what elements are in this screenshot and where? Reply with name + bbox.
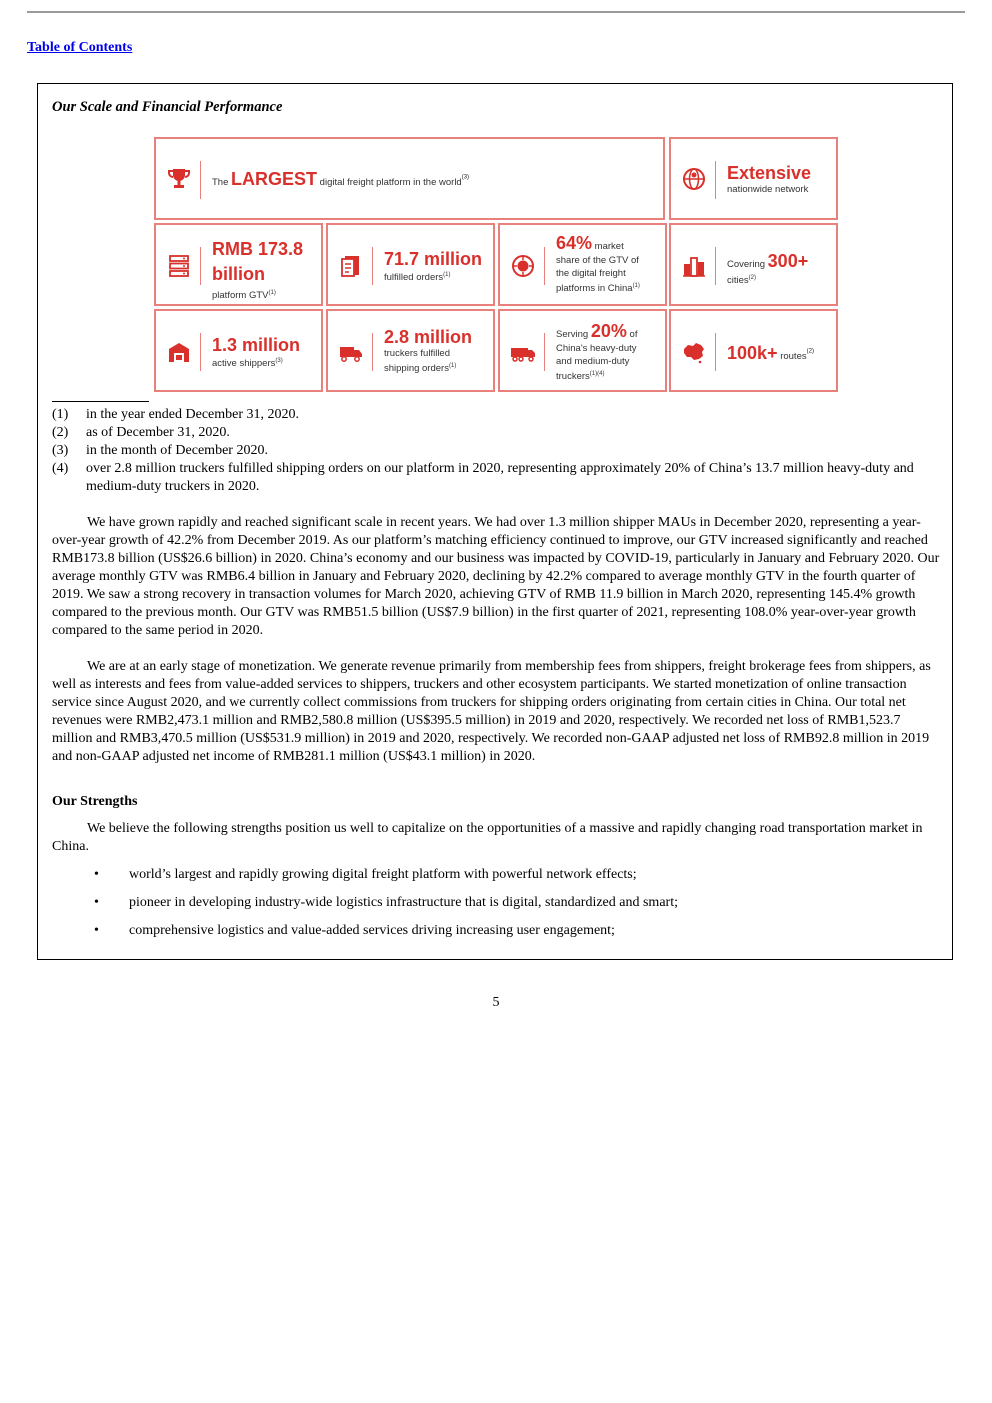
tile-shippers xyxy=(154,309,323,392)
content-frame xyxy=(37,83,953,960)
largest-sup: (3) xyxy=(461,174,470,181)
serving-line3: truckers xyxy=(556,371,590,383)
page-number: 5 xyxy=(492,995,500,1010)
orders-value: 71.7 million xyxy=(384,249,483,269)
orders-sup: (1) xyxy=(443,272,451,278)
bullet-dot: • xyxy=(94,867,99,882)
shipper-warehouse-icon xyxy=(166,339,192,365)
footnote-number: (3) xyxy=(52,443,69,458)
bullet-text: pioneer in developing industry-wide logistics infrastructure that is digital, standardized and smart; xyxy=(129,895,678,910)
truckers-value: 2.8 million xyxy=(384,327,473,347)
routes-sup: (2) xyxy=(806,348,814,355)
tile-orders xyxy=(326,223,495,306)
largest-pre: The xyxy=(212,177,232,188)
shippers-sup: (3) xyxy=(275,358,283,364)
truckers-sup: (1) xyxy=(448,363,457,369)
share-sup: (1) xyxy=(632,283,640,289)
footnote-text: as of December 31, 2020. xyxy=(86,425,230,440)
shippers-sub: active shippers xyxy=(212,358,276,370)
tile-routes xyxy=(669,309,838,392)
shippers-value: 1.3 million xyxy=(212,335,301,355)
bullet-text: comprehensive logistics and value-added services driving increasing user engagement; xyxy=(129,923,615,938)
bullet-text: world’s largest and rapidly growing digital freight platform with powerful network effects; xyxy=(129,867,637,882)
share-tail: market xyxy=(592,241,624,252)
cities-sup: (2) xyxy=(748,275,756,281)
gtv-value-line2: billion xyxy=(212,264,265,284)
tile-serving xyxy=(498,309,667,392)
tile-market-share xyxy=(498,223,667,306)
footnote-number: (2) xyxy=(52,425,69,440)
extensive-value: Extensive xyxy=(727,163,812,183)
cities-pre: Covering xyxy=(727,259,768,270)
truck-icon xyxy=(338,339,364,365)
china-map-icon xyxy=(681,339,707,365)
serving-line1: China's heavy-duty xyxy=(556,343,637,354)
serving-line2: and medium-duty xyxy=(556,356,630,367)
paragraph-monetization: We are at an early stage of monetization. We generate revenue primarily from membership fees from shippers, freight brokerage fees from shippers, as well as interests and fees from value-added services to shippers, truckers and other ecosystem participants. We started monetization of online transaction service since August 2020, and we currently collect commissions from truckers for shipping orders originating from certain cities in China. Our total net revenues were RMB2,473.1 million and RMB2,580.8 million (US$395.5 million) in 2019 and 2020, respectively. We recorded net loss of RMB1,523.7 million and RMB3,470.5 million (US$531.9 million) in 2019 and 2020, respectively. We recorded non-GAAP adjusted net loss of RMB92.8 million in 2019 and non-GAAP adjusted net income of RMB281.1 million (US$43.1 million) in 2020. xyxy=(52,659,931,764)
paragraph-scale: We have grown rapidly and reached significant scale in recent years. We had over 1.3 million shipper MAUs in December 2020, representing a year-over-year growth of 42.2% from December 2019. As our platform’s matching efficiency continued to improve, our GTV increased significantly and reached RMB173.8 billion (US$26.6 billion) in 2020. China’s economy and our business was impacted by COVID-19, particularly in January and February 2020. Our average monthly GTV was RMB6.4 billion in January and February 2020, declining by 42.2% compared to average monthly GTV in the fourth quarter of 2019. We saw a strong recovery in transaction volumes for March 2020, achieving GTV of RMB 11.9 billion in March 2020, representing 145.4% growth compared to the previous month. Our GTV was RMB51.5 billion (US$7.9 billion) in the first quarter of 2021, representing 108.0% year-over-year growth compared to the same period in 2020. xyxy=(52,515,940,638)
table-of-contents-link[interactable]: Table of Contents xyxy=(27,40,133,55)
tile-truckers xyxy=(326,309,495,392)
scale-infographic xyxy=(154,137,838,392)
serving-value: 20% xyxy=(590,321,627,341)
largest-value: LARGEST xyxy=(231,169,318,189)
serving-tail: of xyxy=(626,329,638,340)
share-line3: platforms in China xyxy=(556,283,633,295)
gtv-sup: (1) xyxy=(268,290,276,296)
share-value: 64% xyxy=(556,233,593,253)
heavy-truck-icon xyxy=(510,339,536,365)
tile-extensive xyxy=(669,137,838,220)
market-share-icon xyxy=(510,253,536,279)
tile-largest xyxy=(154,137,665,220)
truckers-line2: shipping orders xyxy=(384,363,449,375)
serving-sup: (1)(4) xyxy=(589,371,605,377)
truckers-line1: truckers fulfilled xyxy=(384,348,450,359)
share-line1: share of the GTV of xyxy=(556,255,639,266)
routes-value: 100k+ xyxy=(727,343,778,363)
footnote-number: (1) xyxy=(52,407,69,422)
serving-pre: Serving xyxy=(556,329,591,340)
section-title: Our Scale and Financial Performance xyxy=(52,99,283,115)
strengths-intro: We believe the following strengths position us well to capitalize on the opportunities of a massive and rapidly changing road transportation market in China. xyxy=(52,821,923,854)
cities-sub: cities xyxy=(727,275,749,287)
footnote-text: over 2.8 million truckers fulfilled shipping orders on our platform in 2020, representing approximately 20% of China’s 13.7 million heavy-duty and medium-duty truckers in 2020. xyxy=(86,461,914,494)
footnote-number: (4) xyxy=(52,461,69,476)
bullet-dot: • xyxy=(94,923,99,938)
gtv-sub: platform GTV xyxy=(212,290,269,302)
gtv-value-line1: RMB 173.8 xyxy=(212,239,304,259)
globe-network-icon xyxy=(681,166,707,192)
city-buildings-icon xyxy=(681,253,707,279)
tile-cities xyxy=(669,223,838,306)
tile-gtv xyxy=(154,223,323,306)
orders-sub: fulfilled orders xyxy=(384,272,444,284)
trophy-icon xyxy=(166,166,192,192)
top-rule xyxy=(27,11,965,13)
share-line2: the digital freight xyxy=(556,268,626,279)
strengths-heading: Our Strengths xyxy=(52,794,138,809)
order-document-icon xyxy=(338,253,364,279)
footnote-text: in the month of December 2020. xyxy=(86,443,268,458)
footnote-rule xyxy=(52,401,149,402)
extensive-sub: nationwide network xyxy=(727,184,809,195)
routes-tail: routes xyxy=(777,351,807,362)
bullet-dot: • xyxy=(94,895,99,910)
largest-post: digital freight platform in the world xyxy=(317,177,462,188)
footnote-text: in the year ended December 31, 2020. xyxy=(86,407,300,422)
cities-value: 300+ xyxy=(767,251,809,271)
server-stack-icon xyxy=(166,253,192,279)
